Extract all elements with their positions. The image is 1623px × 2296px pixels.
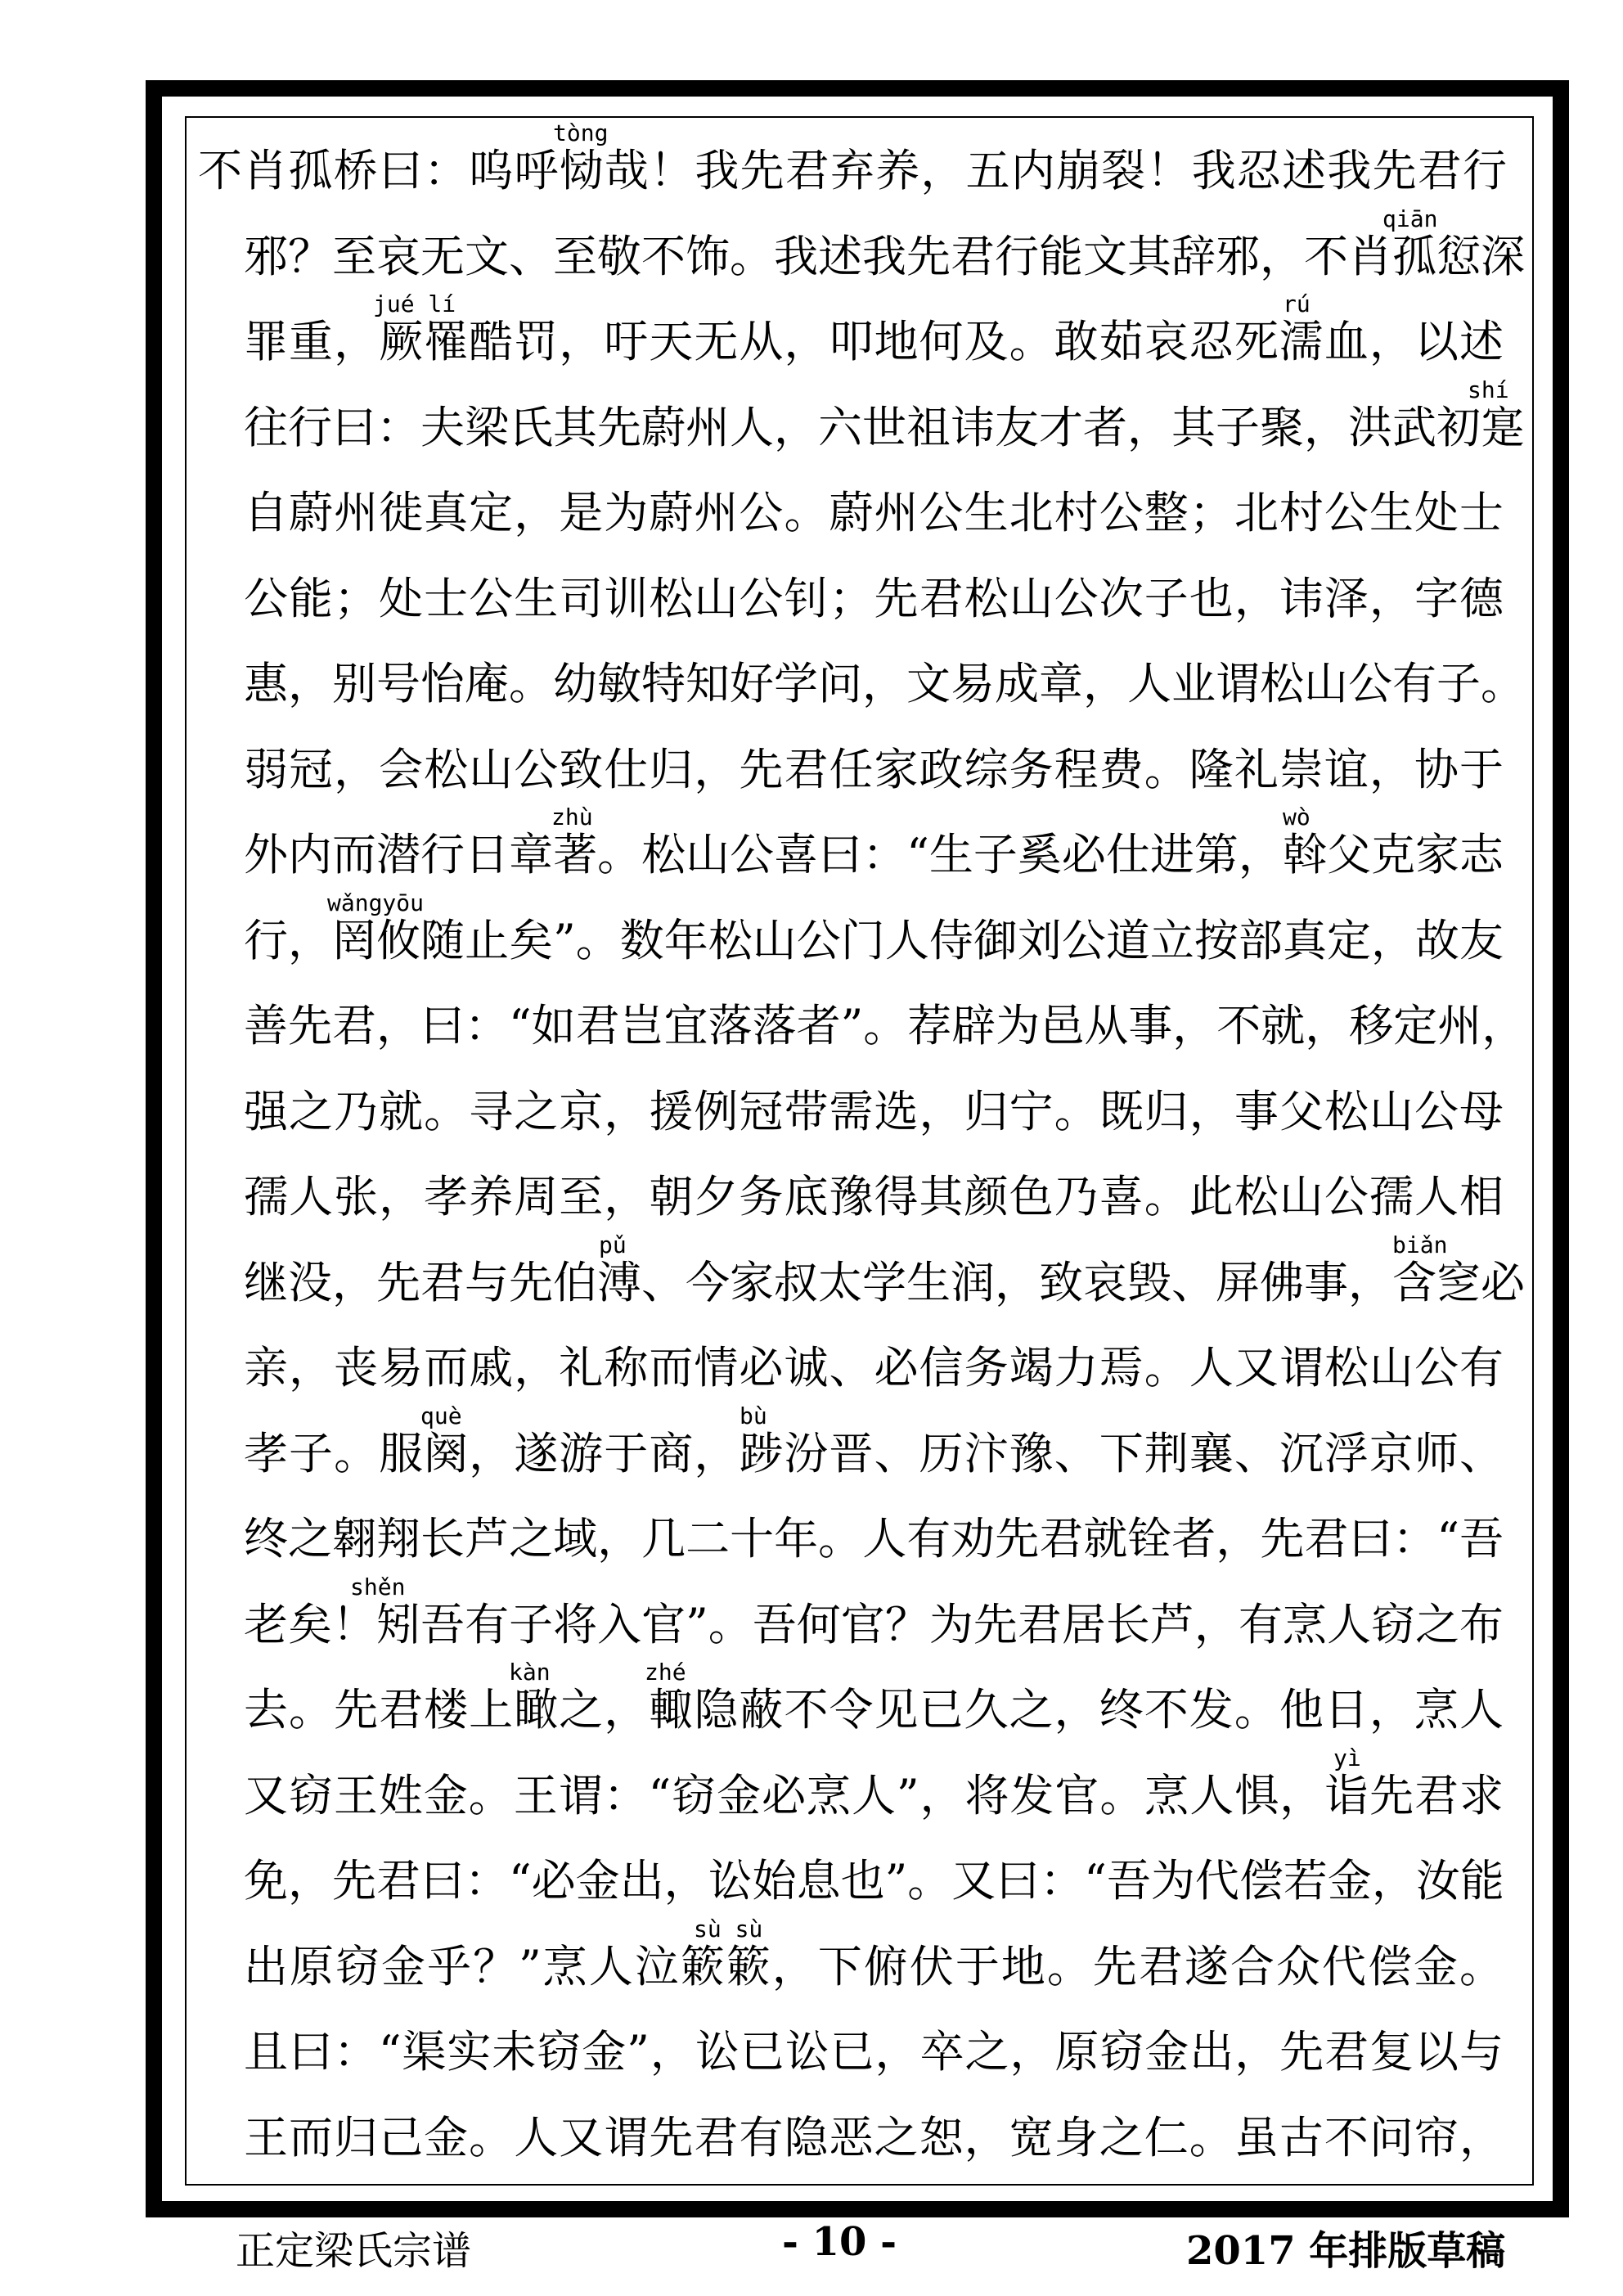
pinyin-annotation: bù (740, 1402, 767, 1429)
line-text: 免，先君曰：“必金出，讼始息也”。又曰：“吾为代偿若金，汝能 (244, 1855, 1504, 1907)
line-text: 又窃王姓金。王谓：“窃金必烹人”，将发官。烹人惧，诣先君求 (244, 1769, 1504, 1821)
text-line (187, 888, 1532, 973)
pinyin-annotation: kàn (509, 1659, 551, 1686)
text-line (187, 1486, 1532, 1571)
pinyin-annotation: biǎn (1392, 1231, 1448, 1258)
pinyin-annotation: sù sù (694, 1915, 763, 1943)
text-line (187, 631, 1532, 716)
text-line (187, 118, 1532, 203)
text-line (187, 1401, 1532, 1486)
pinyin-annotation: shí (1468, 376, 1509, 403)
text-line (187, 1914, 1532, 1999)
line-text: 行，罔攸随止矣”。数年松山公门人侍御刘公道立按部真定，故友 (244, 914, 1504, 966)
line-text: 王而归己金。人又谓先君有隐恶之恕，宽身之仁。虽古不问帘， (244, 2111, 1504, 2163)
text-line (187, 2085, 1532, 2170)
line-text: 老矣！矧吾有子将入官”。吾何官？为先君居长芦，有烹人窃之布 (244, 1598, 1504, 1650)
text-line (187, 460, 1532, 545)
text-line (187, 1230, 1532, 1315)
text-line (187, 1828, 1532, 1913)
text-line (187, 1572, 1532, 1657)
line-text: 往行曰：夫梁氏其先蔚州人，六世祖讳友才者，其子聚，洪武初寔 (244, 401, 1525, 453)
line-text: 罪重，厥罹酷罚，吁天无从，叩地何及。敢茹哀忍死濡血，以述 (244, 316, 1504, 367)
pinyin-annotation: wǎngyōu (327, 889, 425, 916)
page-number: - 10 - (782, 2219, 897, 2265)
pinyin-annotation: zhù (551, 804, 593, 831)
line-text: 亲，丧易而戚，礼称而情必诚、必信务竭力焉。人又谓松山公有 (244, 1342, 1504, 1393)
line-text: 去。先君楼上瞰之，輙隐蔽不令见已久之，终不发。他日，烹人 (244, 1684, 1504, 1736)
text-line (187, 289, 1532, 374)
text-line (187, 1657, 1532, 1742)
line-text: 弱冠，会松山公致仕归，先君任家政综务程费。隆礼崇谊，协于 (244, 743, 1504, 795)
text-line (187, 717, 1532, 802)
line-text: 不肖孤桥曰：呜呼恸哉！我先君弃养，五内崩裂！我忍述我先君行 (198, 145, 1507, 196)
page-footer (0, 2219, 1623, 2276)
line-text: 出原窃金乎？”烹人泣簌簌，下俯伏于地。先君遂合众代偿金。 (244, 1940, 1504, 1992)
line-text: 善先君，曰：“如君岂宜落落者”。荐辟为邑从事，不就，移定州， (244, 1000, 1526, 1051)
line-text: 公能；处士公生司训松山公钊；先君松山公次子也，讳泽，字德 (244, 572, 1504, 624)
pinyin-annotation: pǔ (599, 1231, 627, 1258)
line-text: 自蔚州徙真定，是为蔚州公。蔚州公生北村公整；北村公生处士 (244, 487, 1504, 538)
line-text: 继没，先君与先伯溥、今家叔太学生润，致哀毁、屏佛事，含窆必 (244, 1256, 1525, 1308)
text-line (187, 1059, 1532, 1144)
text-line (187, 546, 1532, 631)
pinyin-annotation: shěn (350, 1573, 406, 1600)
pinyin-annotation: jué lí (373, 290, 456, 317)
pinyin-annotation: qiān (1382, 205, 1438, 232)
line-text: 终之翱翔长芦之域，几二十年。人有劝先君就铨者，先君曰：“吾 (244, 1513, 1504, 1564)
text-line (187, 1743, 1532, 1828)
pinyin-annotation: wò (1283, 804, 1311, 831)
text-box (185, 116, 1534, 2186)
text-line (187, 375, 1532, 460)
text-line (187, 1315, 1532, 1400)
text-line (187, 802, 1532, 887)
text-line (187, 973, 1532, 1058)
text-line (187, 1144, 1532, 1229)
line-text: 且曰：“渠实未窃金”，讼已讼已，卒之，原窃金出，先君复以与 (244, 2026, 1504, 2078)
line-text: 惠，别号怡庵。幼敏特知好学问，文易成章，人业谓松山公有子。 (244, 658, 1525, 709)
line-text: 邪？至哀无文、至敬不饰。我述我先君行能文其辞邪，不肖孤愆深 (244, 230, 1525, 282)
pinyin-annotation: què (420, 1402, 462, 1429)
line-text: 强之乃就。寻之京，援例冠带需选，归宁。既归，事父松山公母 (244, 1085, 1504, 1137)
footer-title: 正定梁氏宗谱 (236, 2228, 472, 2274)
pinyin-annotation: yì (1333, 1744, 1361, 1772)
pinyin-annotation: rú (1283, 290, 1311, 317)
footer-draft-note: 2017 年排版草稿 (1186, 2228, 1506, 2274)
line-text: 孺人张，孝养周至，朝夕务底豫得其颜色乃喜。此松山公孺人相 (244, 1171, 1504, 1222)
pinyin-annotation: zhé (645, 1659, 686, 1686)
line-text: 外内而潜行日章著。松山公喜曰：“生子奚必仕进第，斡父克家志 (244, 829, 1504, 880)
pinyin-annotation: tòng (553, 119, 609, 146)
text-line (187, 1999, 1532, 2084)
text-line (187, 204, 1532, 289)
line-text: 孝子。服阕，遂游于商，踄汾晋、历汴豫、下荆襄、沉浮京师、 (244, 1427, 1504, 1479)
